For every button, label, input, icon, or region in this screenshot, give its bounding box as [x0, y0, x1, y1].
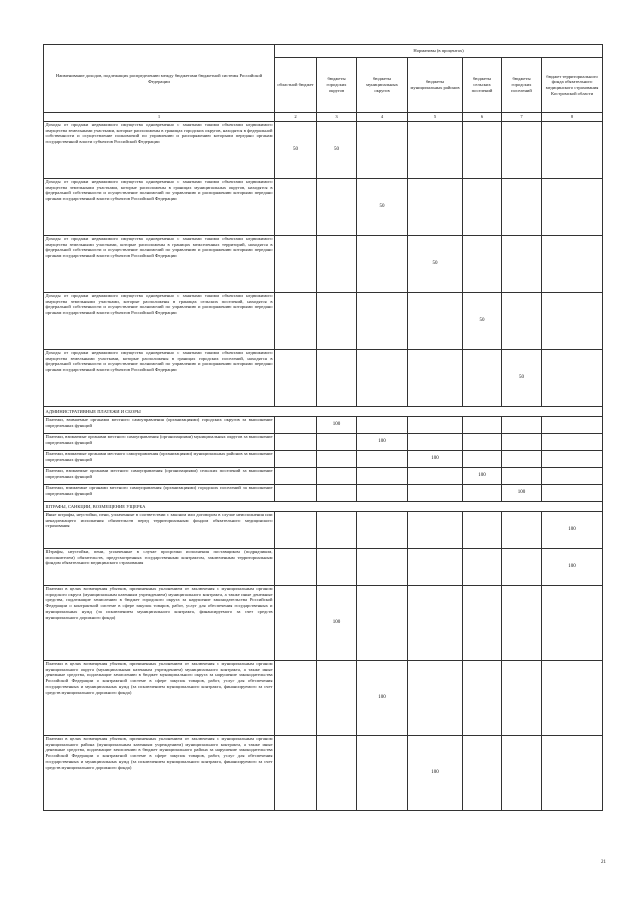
norm-value	[357, 512, 408, 549]
revenue-description: Доходы от продажи недвижимого имущества одновременно с занятыми такими объектами недвижимого имущества земельными участками, которые расположены в границах городских поселений, находятся в федеральной собственности и осуществление полномочий по управлению и распоряжению которыми передано органам государственной власти субъектов Российской Федерации	[44, 350, 275, 407]
norm-value	[502, 736, 542, 811]
table-row	[44, 485, 603, 502]
norm-value	[357, 417, 408, 434]
norm-value	[502, 434, 542, 451]
table-row	[44, 236, 603, 293]
norm-value	[275, 661, 317, 736]
norm-value	[463, 485, 502, 502]
revenue-description: Платежи, взимаемые органами местного самоуправления (организациями) муниципальных районов за выполнение определенных функций	[44, 451, 275, 468]
norm-value	[542, 451, 603, 468]
norm-value	[502, 122, 542, 179]
norm-value: 50	[275, 122, 317, 179]
norm-value	[463, 736, 502, 811]
norm-value	[275, 417, 317, 434]
norm-value: 100	[542, 549, 603, 586]
column-header-medical-fund: бюджет территориального фонда обязательного медицинского страхования Костромской области	[542, 58, 603, 113]
norm-value	[463, 236, 502, 293]
norm-value	[275, 468, 317, 485]
table-row	[44, 122, 603, 179]
norm-value	[502, 512, 542, 549]
column-number: 7	[502, 113, 542, 122]
norm-value	[408, 350, 463, 407]
column-header-regional: областной бюджет	[275, 58, 317, 113]
table-row	[44, 661, 603, 736]
norm-value	[463, 661, 502, 736]
norm-value	[463, 586, 502, 661]
norm-value	[275, 293, 317, 350]
norm-value	[502, 661, 542, 736]
norm-value: 100	[463, 468, 502, 485]
norm-value: 50	[317, 122, 357, 179]
norm-value	[542, 350, 603, 407]
norm-value	[542, 122, 603, 179]
norm-value: 100	[408, 451, 463, 468]
norm-value	[542, 736, 603, 811]
column-number: 2	[275, 113, 317, 122]
norm-value	[408, 417, 463, 434]
norm-value	[463, 179, 502, 236]
section-title: АДМИНИСТРАТИВНЫЕ ПЛАТЕЖИ И СБОРЫ	[44, 407, 603, 417]
norm-value	[542, 236, 603, 293]
norm-value	[542, 485, 603, 502]
norm-value	[502, 417, 542, 434]
norm-value	[357, 549, 408, 586]
norm-value	[463, 122, 502, 179]
norm-value	[317, 451, 357, 468]
norm-value: 50	[408, 236, 463, 293]
table-row	[44, 512, 603, 549]
norm-value	[408, 293, 463, 350]
table-row	[44, 179, 603, 236]
norm-value: 100	[357, 434, 408, 451]
table-row	[44, 434, 603, 451]
norm-value	[357, 586, 408, 661]
name-column-header: Наименование доходов, подлежащих распределению между бюджетами бюджетной системы Российской Федерации	[44, 45, 275, 113]
norm-value	[275, 736, 317, 811]
norm-value	[275, 350, 317, 407]
column-number: 5	[408, 113, 463, 122]
column-number: 8	[542, 113, 603, 122]
norm-value	[502, 468, 542, 485]
column-number: 6	[463, 113, 502, 122]
norm-value	[463, 417, 502, 434]
table-row	[44, 350, 603, 407]
norm-value	[502, 586, 542, 661]
norm-value	[542, 417, 603, 434]
norm-value	[463, 350, 502, 407]
revenue-description: Доходы от продажи недвижимого имущества одновременно с занятыми такими объектами недвижимого имущества земельными участками, которые расположены в границах муниципальных округов, находятся в федеральной собственности и осуществление полномочий по управлению и распоряжению которыми передано органам государственной власти субъектов Российской Федерации	[44, 179, 275, 236]
revenue-description: Платежи, взимаемые органами местного самоуправления (организациями) городских поселений за выполнение определенных функций	[44, 485, 275, 502]
norm-value	[275, 434, 317, 451]
norms-header: Нормативы (в процентах)	[275, 45, 603, 58]
norm-value: 100	[408, 736, 463, 811]
norm-value	[317, 485, 357, 502]
section-row	[44, 407, 603, 417]
norm-value	[357, 736, 408, 811]
table-row	[44, 586, 603, 661]
column-number: 1	[44, 113, 275, 122]
norm-value	[317, 236, 357, 293]
norm-value	[317, 736, 357, 811]
table-body	[44, 122, 603, 811]
column-number: 4	[357, 113, 408, 122]
norm-value: 100	[542, 512, 603, 549]
norm-value	[542, 661, 603, 736]
norm-value	[317, 468, 357, 485]
norm-value	[357, 350, 408, 407]
norm-value: 50	[357, 179, 408, 236]
norm-value: 100	[317, 586, 357, 661]
norm-value	[357, 485, 408, 502]
norm-value	[502, 179, 542, 236]
norm-value: 100	[357, 661, 408, 736]
norm-value	[502, 236, 542, 293]
norm-value	[463, 549, 502, 586]
revenue-description: Платежи в целях возмещения убытков, причиненных уклонением от заключения с муниципальным органом муниципального округа (муниципальным казенным учреждением) муниципального контракта, а также иные денежные средства, подлежащие зачислению в бюджет муниципального округа за нарушение законодательства Российской Федерации о контрактной системе в сфере закупок товаров, работ, услуг для обеспечения государственных и муниципальных нужд (за исключением муниципального контракта, финансируемого за счет средств муниципального дорожного фонда)	[44, 661, 275, 736]
norm-value	[502, 451, 542, 468]
column-header-municipal-areas: бюджеты муниципальных районов	[408, 58, 463, 113]
norm-value	[317, 179, 357, 236]
norm-value	[542, 586, 603, 661]
norm-value	[317, 661, 357, 736]
norm-value	[357, 468, 408, 485]
section-title: ШТРАФЫ, САНКЦИИ, ВОЗМЕЩЕНИЕ УЩЕРБА	[44, 502, 603, 512]
norm-value	[408, 468, 463, 485]
norm-value	[463, 451, 502, 468]
norm-value	[357, 293, 408, 350]
revenue-description: Платежи, взимаемые органами местного самоуправления (организациями) городских округов за выполнение определенных функций	[44, 417, 275, 434]
norm-value	[408, 661, 463, 736]
norm-value	[408, 485, 463, 502]
norm-value	[408, 549, 463, 586]
norm-value	[317, 293, 357, 350]
norm-value	[502, 293, 542, 350]
column-number: 3	[317, 113, 357, 122]
column-header-municipal-districts: бюджеты муниципальных округов	[357, 58, 408, 113]
table-row	[44, 293, 603, 350]
norm-value	[408, 179, 463, 236]
page-number: 21	[601, 860, 606, 865]
column-header-rural-settlements: бюджеты сельских поселений	[463, 58, 502, 113]
norm-value: 50	[463, 293, 502, 350]
section-row	[44, 502, 603, 512]
revenue-description: Доходы от продажи недвижимого имущества одновременно с занятыми такими объектами недвижимого имущества земельными участками, которые расположены в границах городских округов, находятся в федеральной собственности и осуществление полномочий по управлению и распоряжению которыми передано органам государственной власти субъектов Российской Федерации	[44, 122, 275, 179]
norm-value: 50	[502, 350, 542, 407]
norm-value	[408, 512, 463, 549]
norm-value	[317, 549, 357, 586]
revenue-norms-table	[43, 44, 603, 811]
revenue-description: Доходы от продажи недвижимого имущества одновременно с занятыми такими объектами недвижимого имущества земельными участками, которые расположены в границах межселенных территорий, находятся в федеральной собственности и осуществление полномочий по управлению и распоряжению которыми передано органам государственной власти субъектов Российской Федерации	[44, 236, 275, 293]
norm-value	[275, 512, 317, 549]
norm-value	[275, 485, 317, 502]
table-row	[44, 417, 603, 434]
norm-value	[275, 549, 317, 586]
norm-value	[542, 293, 603, 350]
norm-value	[542, 468, 603, 485]
norm-value	[275, 451, 317, 468]
norm-value: 100	[502, 485, 542, 502]
revenue-description: Иные штрафы, неустойки, пени, уплаченные в соответствии с законом или договором в случае неисполнения или ненадлежащего исполнения обязательств перед территориальным фондом обязательного медицинского страхования	[44, 512, 275, 549]
table-row	[44, 468, 603, 485]
revenue-description: Платежи в целях возмещения убытков, причиненных уклонением от заключения с муниципальным органом муниципального района (муниципальным казенным учреждением) муниципального контракта, а также иные денежные средства, подлежащие зачислению в бюджет муниципального района за нарушение законодательства Российской Федерации о контрактной системе в сфере закупок товаров, работ, услуг для обеспечения государственных и муниципальных нужд (за исключением муниципального контракта, финансируемого за счет средств муниципального дорожного фонда)	[44, 736, 275, 811]
norm-value	[357, 451, 408, 468]
table-row	[44, 451, 603, 468]
revenue-description: Штрафы, неустойки, пени, уплаченные в случае просрочки исполнения поставщиком (подрядчиком, исполнителем) обязательств, предусмотренных государственным контрактом, заключенным территориальным фондом обязательного медицинского страхования	[44, 549, 275, 586]
table-row	[44, 549, 603, 586]
table-row	[44, 736, 603, 811]
norm-value	[542, 179, 603, 236]
norm-value	[317, 350, 357, 407]
norm-value	[275, 236, 317, 293]
norm-value	[502, 549, 542, 586]
revenue-description: Платежи в целях возмещения убытков, причиненных уклонением от заключения с муниципальным органом городского округа (муниципальным казенным учреждением) муниципального контракта, а также иные денежные средства, подлежащие зачислению в бюджет городского округа за нарушение законодательства Российской Федерации о контрактной системе в сфере закупок товаров, работ, услуг для обеспечения государственных и муниципальных нужд (за исключением муниципального контракта, финансируемого за счет средств муниципального дорожного фонда)	[44, 586, 275, 661]
norm-value	[275, 586, 317, 661]
norm-value	[357, 236, 408, 293]
norm-value	[463, 512, 502, 549]
norm-value	[275, 179, 317, 236]
norm-value	[463, 434, 502, 451]
norm-value	[408, 586, 463, 661]
norm-value: 100	[317, 417, 357, 434]
norm-value	[317, 434, 357, 451]
revenue-description: Платежи, взимаемые органами местного самоуправления (организациями) муниципальных округов за выполнение определенных функций	[44, 434, 275, 451]
norm-value	[357, 122, 408, 179]
revenue-description: Платежи, взимаемые органами местного самоуправления (организациями) сельских поселений за выполнение определенных функций	[44, 468, 275, 485]
revenue-description: Доходы от продажи недвижимого имущества одновременно с занятыми такими объектами недвижимого имущества земельными участками, которые расположены в границах сельских поселений, находятся в федеральной собственности и осуществление полномочий по управлению и распоряжению которыми передано органам государственной власти субъектов Российской Федерации	[44, 293, 275, 350]
norm-value	[408, 434, 463, 451]
norm-value	[317, 512, 357, 549]
norm-value	[408, 122, 463, 179]
norm-value	[542, 434, 603, 451]
column-header-city-districts: бюджеты городских округов	[317, 58, 357, 113]
column-header-urban-settlements: бюджеты городских поселений	[502, 58, 542, 113]
